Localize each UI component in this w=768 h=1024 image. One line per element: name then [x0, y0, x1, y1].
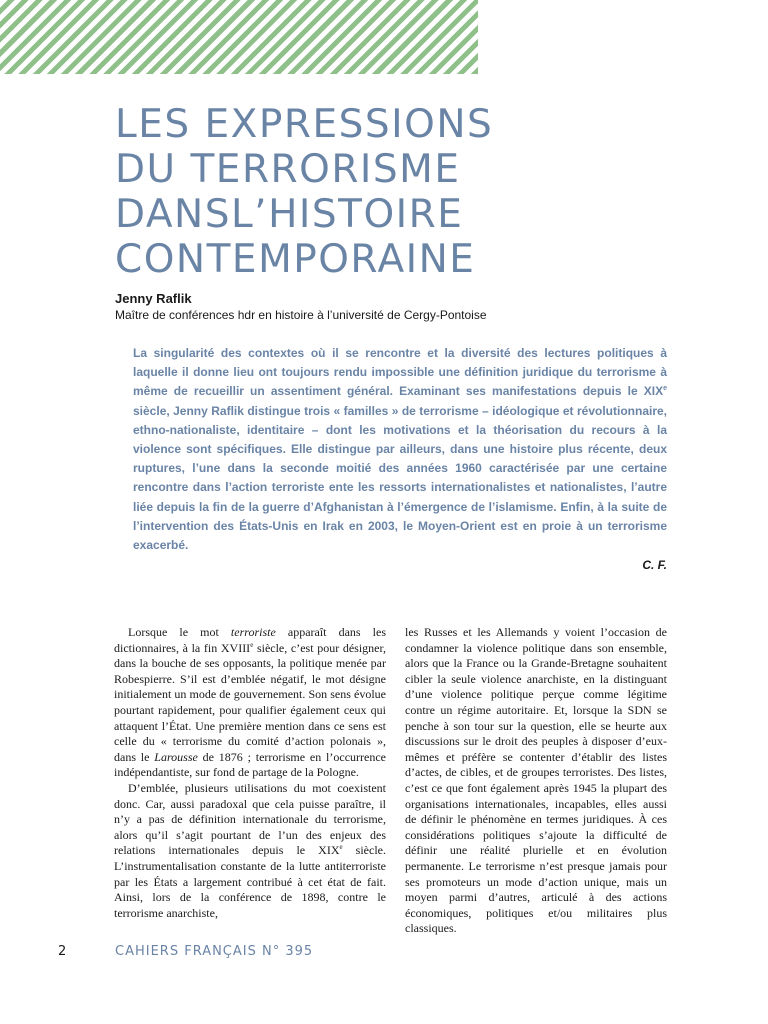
author-name: Jenny Raflik [115, 291, 192, 306]
p2-text-a: D’emblée, plusieurs utilisations du mot coexistent donc. Car, aussi paradoxal que cela puisse paraître, il n’y a pas de définition internationale du terrorisme, alors qu’il s’agit pourtant de l’un des enjeux des relations internationales depuis le XIX [114, 780, 386, 858]
abstract-text [133, 344, 667, 555]
p1-text-d: de 1876 ; terrorisme en l’occurrence indépendantiste, sur fond de partage de la Pologne. [114, 749, 386, 780]
p1-superscript: e [250, 640, 254, 649]
abstract-superscript: e [663, 385, 667, 393]
p1-text-b: apparaît dans les dictionnaires, à la fin XVIII [114, 625, 387, 655]
abstract [133, 344, 667, 575]
p1-text-c: siècle, c’est pour désigner, dans la bouche de ses opposants, la politique menée par Robespierre. S’il est d’emblée négatif, le mot désigne initialement un mode de gouvernement. Son sens évolue pourtant rapidement, pour qualifier également ceux qui attaquent l’État. Une première mention dans ce sens est celle du « terrorisme du comité d’action polonais », dans le [114, 640, 386, 764]
p2-superscript: e [339, 843, 343, 852]
body-paragraph-3: les Russes et les Allemands y voient l’occasion de condamner la violence politique dans son ensemble, alors que la France ou la Grande-Bretagne souhaitent cibler la seule violence anarchiste, en la distinguant d’une violence politique perçue comme légitime contre un régime autoritaire. Et, lorsque la SDN se penche à son tour sur la question, elle se heurte aux discussions sur le droit des peuples à disposer d’eux-mêmes et préfère se contenter d’établir des listes d’actes, de cibles, et de groupes terroristes. Des listes, c’est ce que font également après 1945 la plupart des organisations internationales, incapables, elles aussi de définir le phénomène en termes juridiques. À ces considérations politiques s’ajoute la difficulté de définir une réalité plurielle et en évolution permanente. Le terrorisme n’est presque jamais pour ses promoteurs un mode d’action unique, mais un moyen parmi d’autres, articulé à des actions économiques, politiques et/ou militaires plus classiques. [405, 625, 667, 936]
author-affiliation: Maître de conférences hdr en histoire à l’université de Cergy-Pontoise [115, 308, 487, 322]
article-title [115, 102, 635, 282]
abstract-text-part-1: La singularité des contextes où il se rencontre et la diversité des lectures politiques à laquelle il donne lieu ont toujours rendu impossible une définition juridique du terrorisme à même de recueillir un assentiment général. Examinant ses manifestations depuis le XIX [133, 346, 667, 399]
page-number: 2 [58, 944, 67, 959]
p1-italic-larousse: Larousse [154, 749, 198, 764]
body-column-right [405, 625, 667, 937]
p1-text-a: Lorsque le mot [128, 625, 231, 639]
author-block [115, 290, 675, 323]
body-column-left [114, 625, 386, 921]
p2-text-b: siècle. L’instrumentalisation constante de la lutte antiterroriste par les États a largement contribué à cet état de fait. Ainsi, lors de la conférence de 1898, contre le terrorisme anarchiste, [114, 843, 386, 920]
decorative-stripe-band [0, 0, 478, 74]
title-line-1: LES EXPRESSIONS [115, 102, 494, 147]
body-paragraph-2 [114, 781, 386, 921]
abstract-text-part-2: siècle, Jenny Raflik distingue trois « familles » de terrorisme – idéologique et révolutionnaire, ethno-nationaliste, identitaire – dont les motivations et la théorisation du recours à la violence sont spécifiques. Elle distingue par ailleurs, dans une histoire plus récente, deux ruptures, l’une dans la seconde moitié des années 1960 caractérisée par une certaine rencontre dans l’action terroriste ente les ressorts internationalistes et nationalistes, l’autre liée depuis la fin de la guerre d’Afghanistan à l’émergence de l’islamisme. Enfin, à la suite de l’intervention des États-Unis en Irak en 2003, le Moyen-Orient est en proie à un terrorisme exacerbé. [133, 403, 667, 553]
title-line-3: DANSL’HISTOIRE [115, 192, 464, 237]
title-line-4: CONTEMPORAINE [115, 237, 476, 282]
publication-name: CAHIERS FRANÇAIS N° 395 [115, 944, 314, 959]
p1-italic-term: terroriste [230, 625, 276, 639]
body-paragraph-1 [114, 625, 386, 781]
abstract-signature: C. F. [642, 558, 667, 573]
title-line-2: DU TERRORISME [115, 147, 461, 192]
